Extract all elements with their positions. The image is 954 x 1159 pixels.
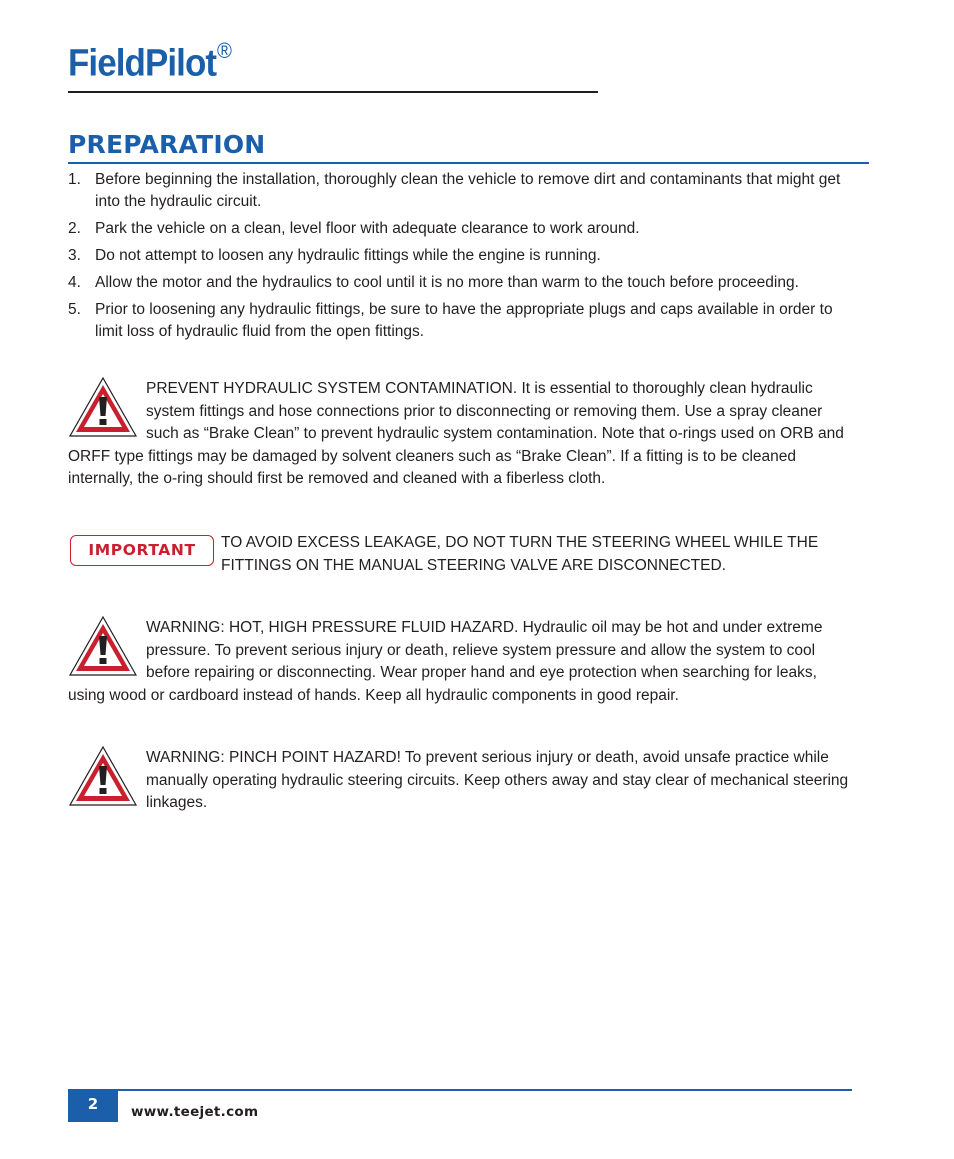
section-title: PREPARATION xyxy=(68,130,266,159)
hot-fluid-warning xyxy=(68,617,850,707)
section-divider xyxy=(68,162,869,164)
list-item xyxy=(68,169,848,213)
important-text: TO AVOID EXCESS LEAKAGE, DO NOT TURN THE STEERING WHEEL WHILE THE FITTINGS ON THE MANUAL STEERING VALVE ARE DISCONNECTED. xyxy=(221,534,819,574)
list-item xyxy=(68,272,848,294)
step-text: Park the vehicle on a clean, level floor with adequate clearance to work around. xyxy=(95,220,640,237)
preparation-steps xyxy=(68,169,848,348)
pinch-point-warning xyxy=(68,747,850,815)
step-text: Before beginning the installation, thoroughly clean the vehicle to remove dirt and contaminants that might get into the hydraulic circuit. xyxy=(95,171,841,210)
step-text: Prior to loosening any hydraulic fittings, be sure to have the appropriate plugs and caps available in order to limit loss of hydraulic fluid from the open fittings. xyxy=(95,301,833,340)
warning-text: WARNING: PINCH POINT HAZARD! To prevent serious injury or death, avoid unsafe practice while manually operating hydraulic steering circuits. Keep others away and stay clear of mechanical steering linkages. xyxy=(146,749,849,811)
warning-triangle-icon xyxy=(68,615,138,677)
step-number: 1. xyxy=(68,171,81,188)
brand-name: FieldPilot xyxy=(68,42,217,85)
step-text: Do not attempt to loosen any hydraulic fittings while the engine is running. xyxy=(95,247,601,264)
warning-triangle-icon xyxy=(68,745,138,807)
important-note xyxy=(70,532,860,577)
caution-text: PREVENT HYDRAULIC SYSTEM CONTAMINATION. It is essential to thoroughly clean hydraulic system fittings and hose connections prior to disconnecting or removing them. Use a spray cleaner such as “Brake Clean” to prevent hydraulic system contamination. Note that o-rings used on ORB and ORFF type fittings may be damaged by solvent cleaners such as “Brake Clean”. If a fitting is to be cleaned internally, the o-ring should first be removed and cleaned with a fiberless cloth. xyxy=(68,380,844,487)
list-item xyxy=(68,218,848,240)
header-divider xyxy=(68,91,598,93)
page-number: 2 xyxy=(68,1091,118,1122)
step-number: 5. xyxy=(68,301,81,318)
registered-mark: ® xyxy=(217,38,232,63)
step-text: Allow the motor and the hydraulics to cool until it is no more than warm to the touch before proceeding. xyxy=(95,274,799,291)
warning-text: WARNING: HOT, HIGH PRESSURE FLUID HAZARD. Hydraulic oil may be hot and under extreme pressure. To prevent serious injury or death, relieve system pressure and allow the system to cool before repairing or disconnecting. Wear proper hand and eye protection when searching for leaks, using wood or cardboard instead of hands. Keep all hydraulic components in good repair. xyxy=(68,619,823,704)
website-url: www.teejet.com xyxy=(131,1104,259,1120)
important-badge: IMPORTANT xyxy=(70,535,214,566)
step-number: 2. xyxy=(68,220,81,237)
list-item xyxy=(68,299,848,343)
list-item xyxy=(68,245,848,267)
warning-triangle-icon xyxy=(68,376,138,438)
step-number: 3. xyxy=(68,247,81,264)
step-number: 4. xyxy=(68,274,81,291)
contamination-caution xyxy=(68,378,850,491)
brand-logo xyxy=(68,38,232,85)
footer-divider xyxy=(68,1089,852,1091)
